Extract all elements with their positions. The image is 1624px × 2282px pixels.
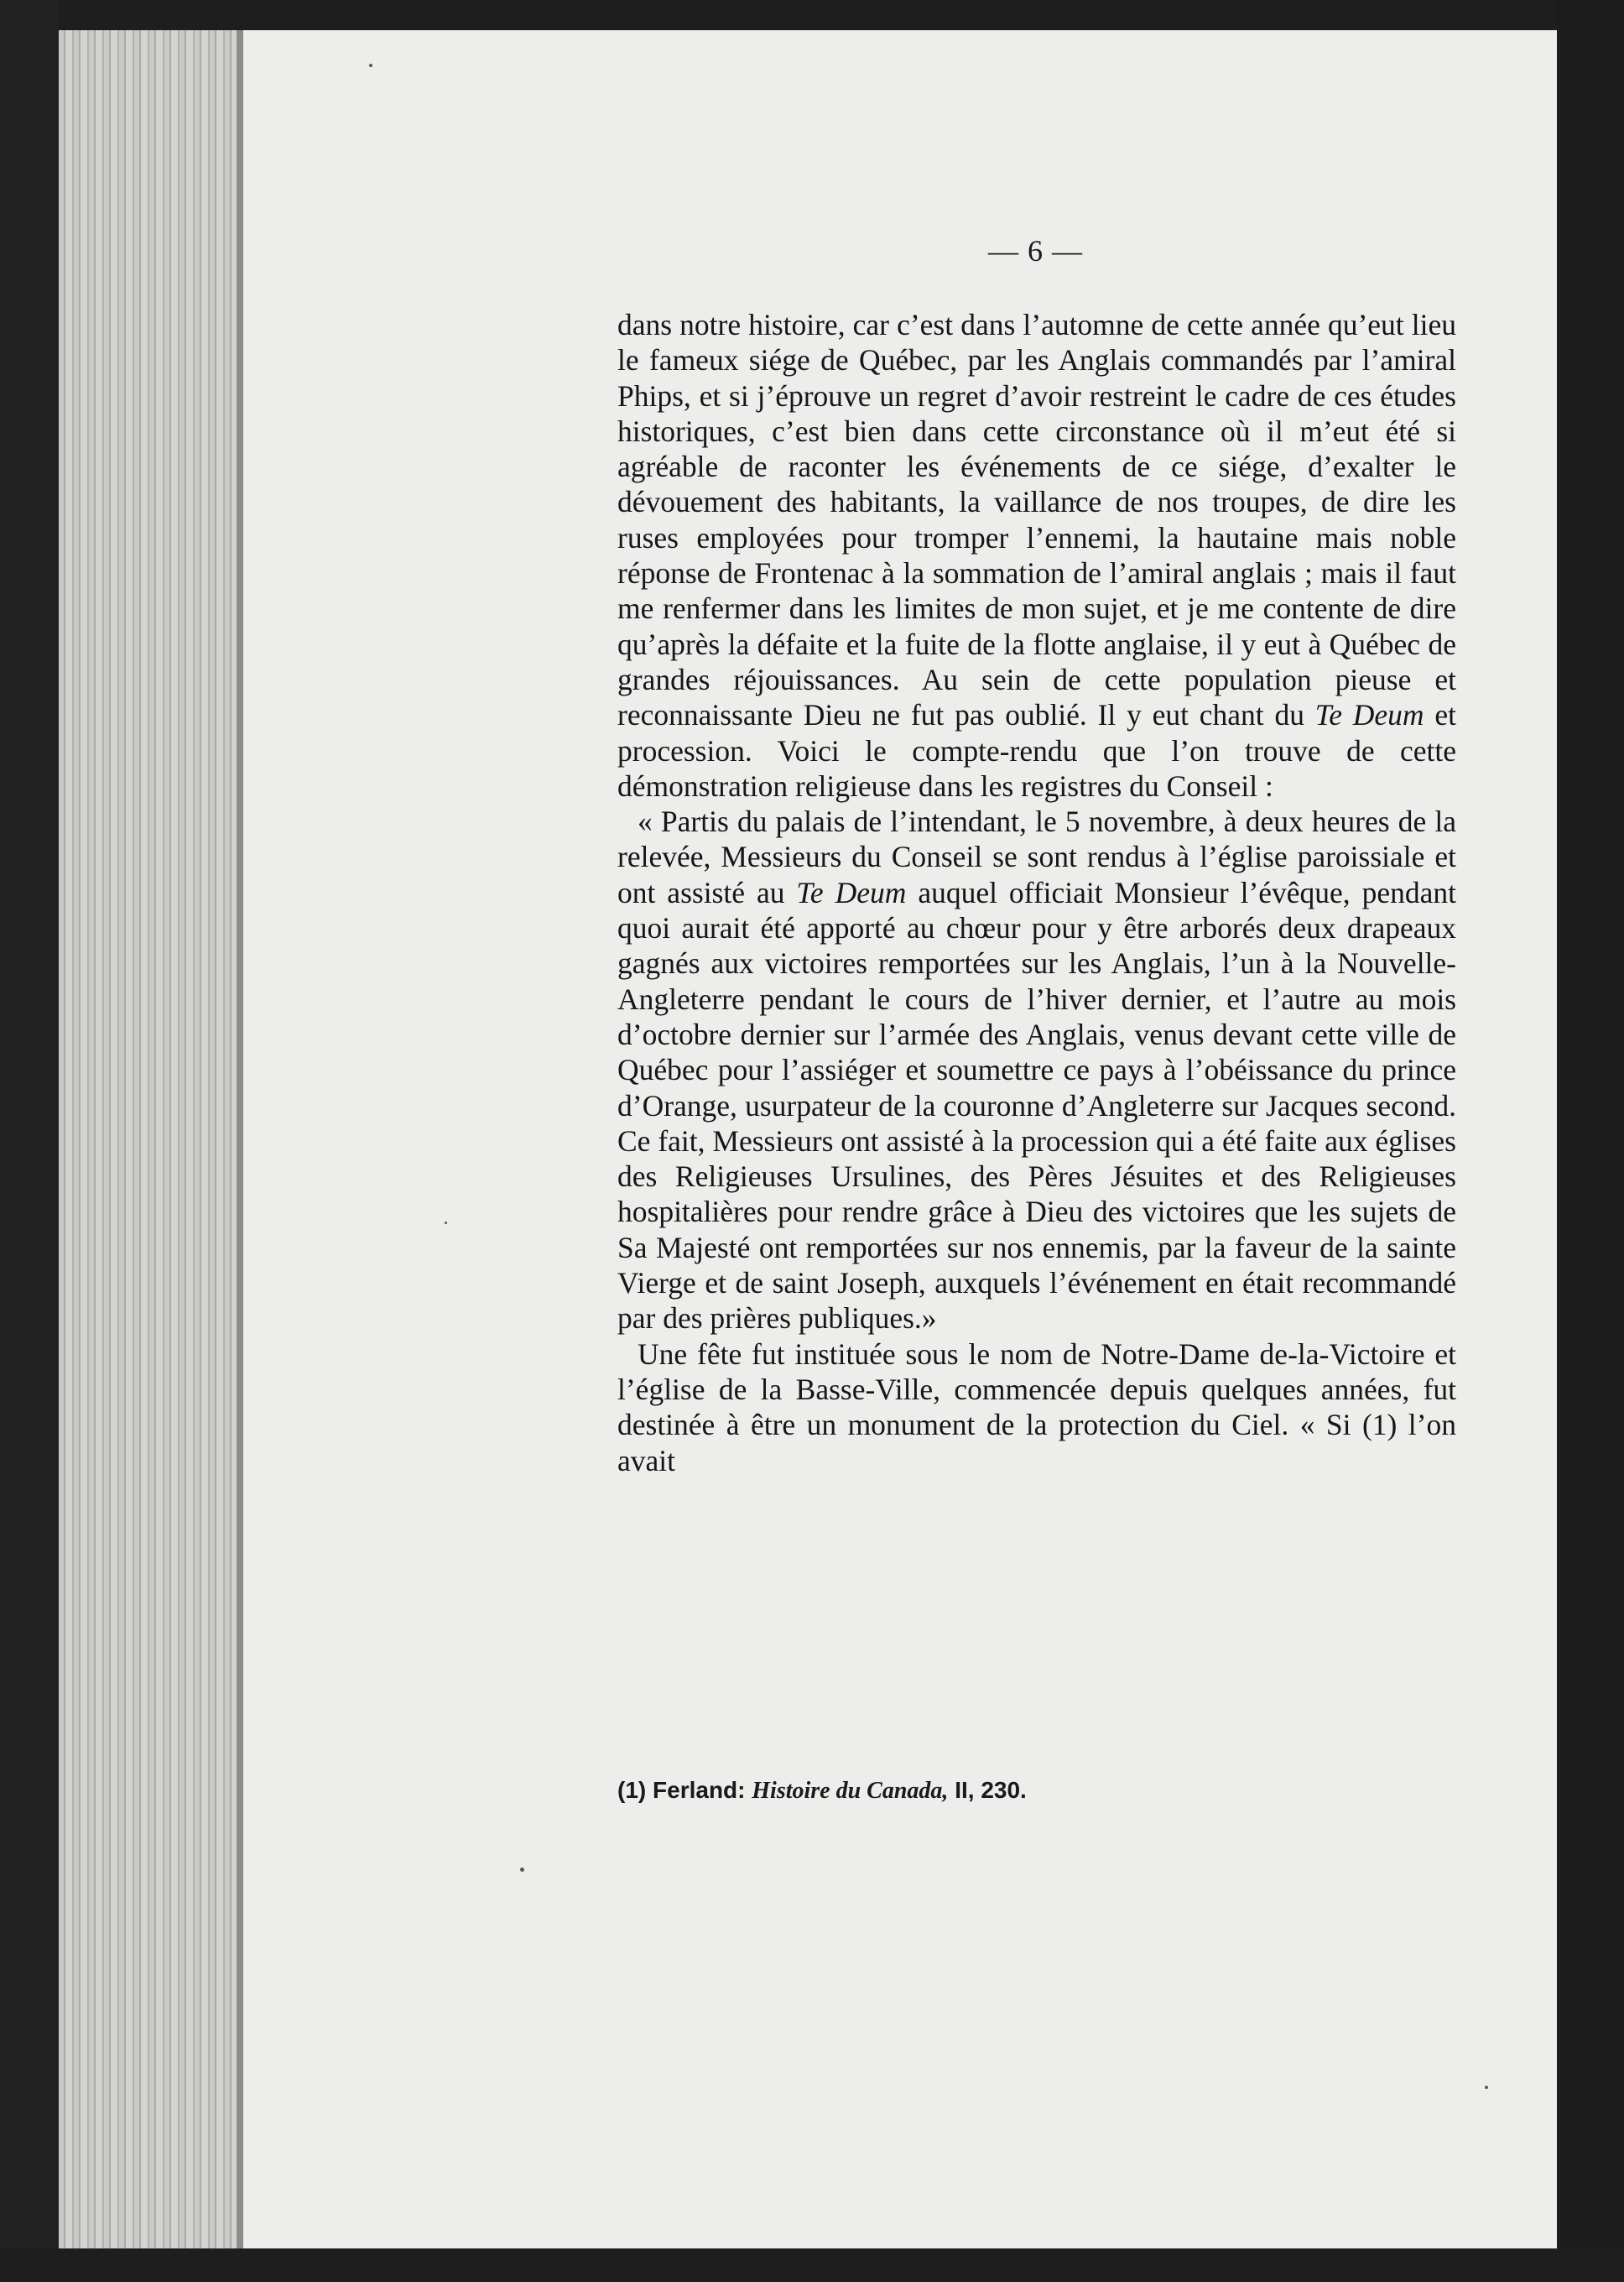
book-page-edges [59,30,243,2248]
paragraph: dans notre histoire, car c’est dans l’automne de cette année qu’eut lieu le fameux siége de Québec, par les Anglais commandés par l’amiral Phips, et si j’éprouve un regret d’avoir restreint le cadre de ces études historiques, c’est bien dans cette circonstance où il m’eut été si agréable de raconter les événements de ce siége, d’exalter le dévouement des habitants, la vaillance de nos troupes, de dire les ruses employées pour tromper l’ennemi, la hautaine mais noble réponse de Frontenac à la sommation de l’amiral anglais ; mais il faut me renfermer dans les limites de mon sujet, et je me contente de dire qu’après la défaite et la fuite de la flotte anglaise, il y eut à Québec de grandes réjouissances. Au sein de cette population pieuse et reconnaissante Dieu ne fut pas oublié. Il y eut chant du Te Deum et procession. Voici le compte-rendu que l’on trouve de cette démonstration religieuse dans les registres du Conseil : [617,308,1456,803]
film-border-left [0,0,59,2282]
dust-speck [445,1222,447,1224]
paragraph: Une fête fut instituée sous le nom de Notre-Dame de-la-Victoire et l’église de la Basse-Ville, commencée depuis quelques années, fut destinée à être un monument de la protection du Ciel. « Si (1) l’on avait [617,1336,1456,1477]
film-border-top [0,0,1624,30]
footnote-reference: II, 230. [955,1777,1027,1803]
footnote [617,1777,1456,1805]
footnote-author: Ferland: [653,1777,746,1803]
italic-term: Te Deum [796,875,907,909]
dust-speck [520,1868,524,1872]
body-text [617,307,1456,1478]
paragraph: « Partis du palais de l’intendant, le 5 novembre, à deux heures de la relevée, Messieurs du Conseil se sont rendus à l’église paroissiale et ont assisté au Te Deum auquel officiait Monsieur l’évêque, pendant quoi aurait été apporté au chœur pour y être arborés deux drapeaux gagnés aux victoires remportées sur les Anglais, l’un à la Nouvelle-Angleterre pendant le cours de l’hiver dernier, et l’autre au mois d’octobre dernier sur l’armée des Anglais, venus devant cette ville de Québec pour l’assiéger et soumettre ce pays à l’obéissance du prince d’Orange, usurpateur de la couronne d’Angleterre sur Jacques second. Ce fait, Messieurs ont assisté à la procession qui a été faite aux églises des Religieuses Ursulines, des Pères Jésuites et des Religieuses hospitalières pour rendre grâce à Dieu des victoires que les sujets de Sa Majesté ont remportées sur nos ennemis, par la faveur de la sainte Vierge et de saint Joseph, auxquels l’événement en était recommandé par des prières publiques.» [617,805,1457,1336]
dust-speck [1485,2086,1488,2089]
film-border-right [1557,0,1624,2282]
italic-term: Te Deum [1314,698,1424,732]
footnote-marker: (1) [617,1777,647,1803]
dust-speck [369,64,372,67]
footnote-title: Histoire du Canada, [752,1778,949,1804]
page-number: — 6 — [988,234,1083,268]
film-border-bottom [0,2248,1624,2282]
